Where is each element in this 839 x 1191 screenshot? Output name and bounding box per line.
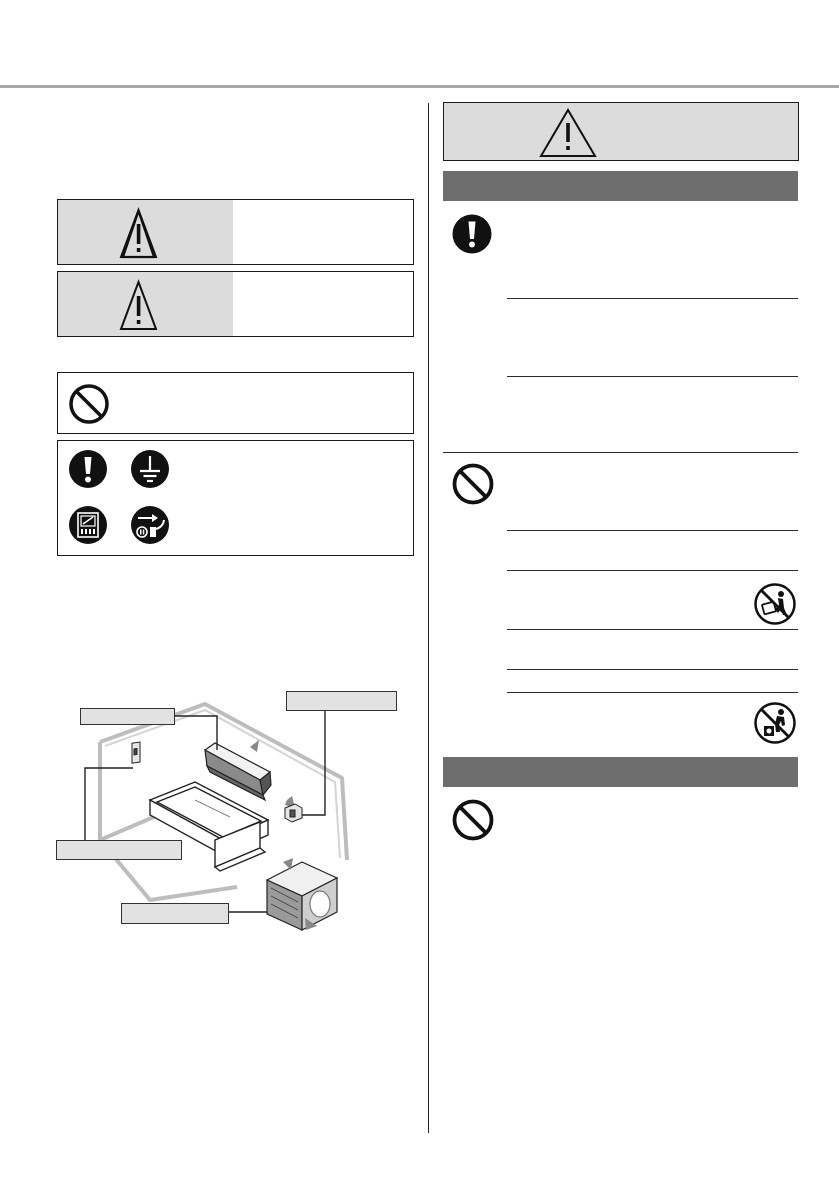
warning-triangle-icon (58, 200, 233, 264)
mandatory-symbol-box (57, 440, 414, 556)
prohibited-icon (452, 463, 494, 505)
warning-triangle-icon (58, 272, 233, 336)
safety-header-panel (443, 102, 799, 161)
exclamation-circle-icon (68, 449, 108, 489)
ground-icon (130, 449, 170, 489)
signal-word-box-warning (57, 199, 414, 265)
item-divider (507, 570, 798, 571)
remote-control (132, 742, 140, 763)
column-divider (428, 103, 429, 1133)
section-bar-2 (443, 757, 798, 787)
no-child-climb-icon (754, 702, 796, 744)
item-divider (507, 298, 798, 299)
indoor-unit-label (80, 708, 175, 725)
item-divider (507, 629, 798, 630)
prohibited-icon (452, 799, 494, 841)
section-divider (443, 452, 798, 453)
unplug-icon (130, 505, 170, 545)
pipe-unit (285, 804, 302, 822)
prohibition-symbol-box (57, 372, 414, 434)
signal-word-box-caution (57, 271, 414, 337)
prohibited-icon (68, 383, 110, 425)
item-divider (507, 692, 798, 693)
item-divider (507, 669, 798, 670)
section-bar-1 (443, 171, 798, 201)
warning-triangle-icon (539, 106, 599, 160)
header-divider (0, 85, 839, 88)
pipe-unit-label (286, 691, 397, 711)
indoor-unit (205, 743, 271, 800)
item-divider (507, 376, 798, 377)
signal-word-cell (58, 200, 233, 264)
outdoor-unit-label (121, 903, 229, 924)
remote-control-label (56, 840, 182, 860)
no-child-play-icon (754, 583, 796, 625)
item-divider (507, 530, 798, 531)
signal-word-cell (58, 272, 233, 336)
exclamation-circle-icon (452, 213, 492, 255)
outdoor-unit (267, 862, 337, 930)
breaker-icon (68, 505, 108, 545)
